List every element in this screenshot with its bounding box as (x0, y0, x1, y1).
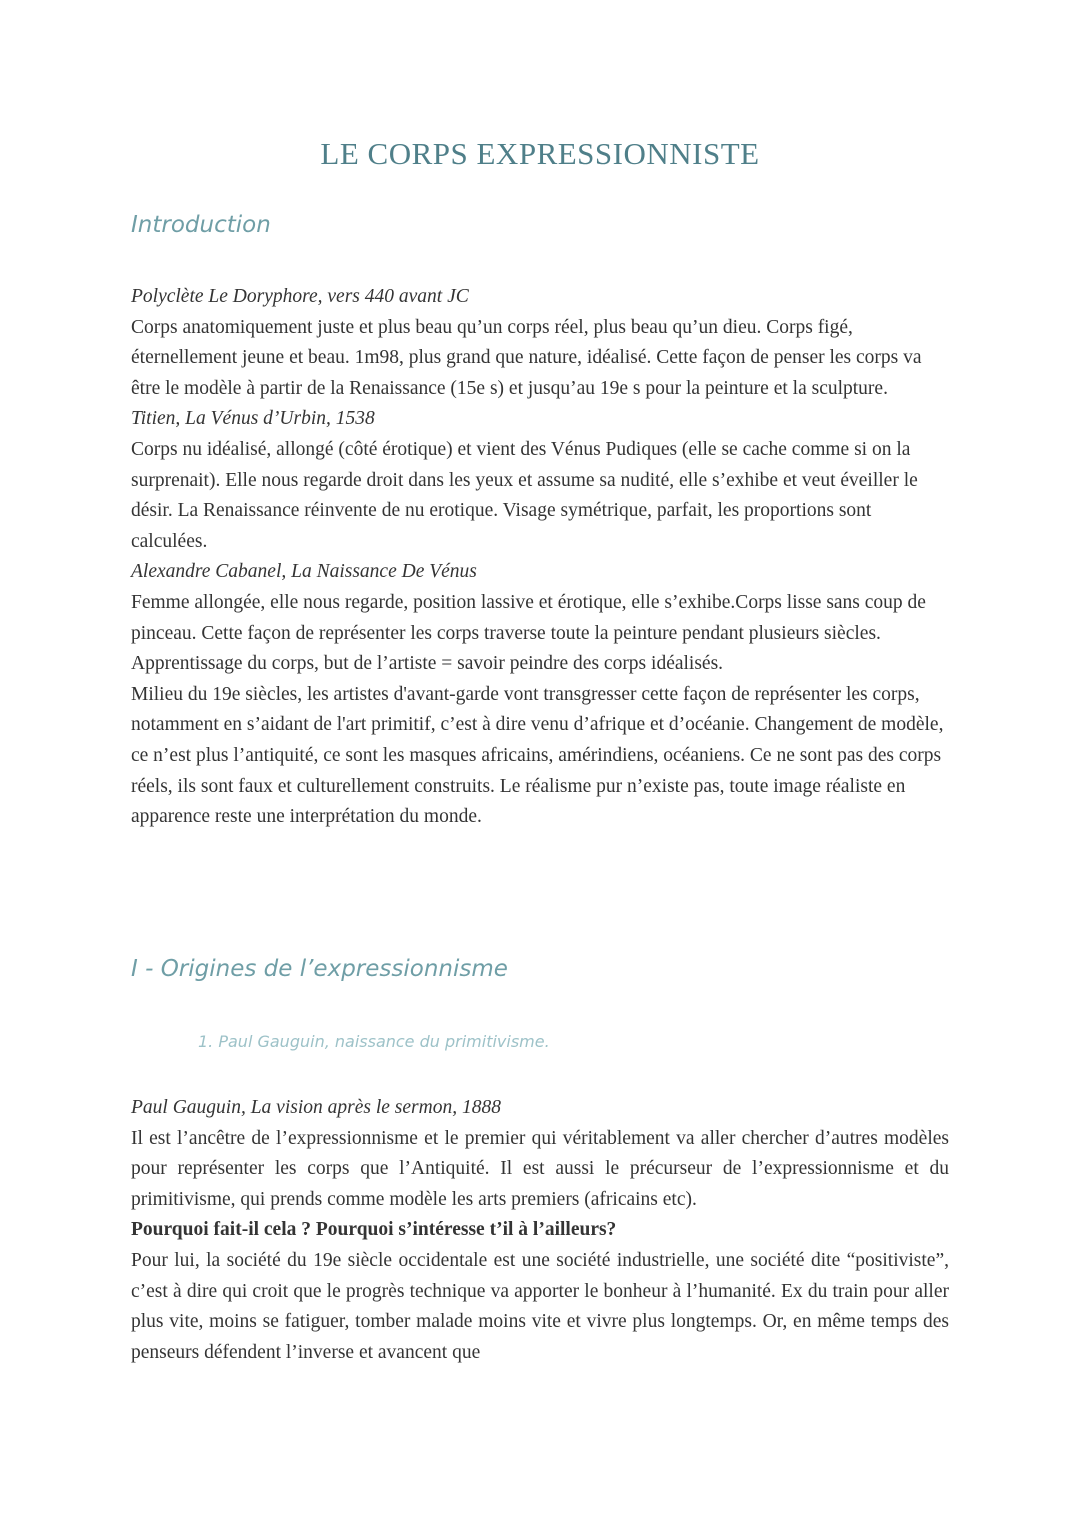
paragraph-societe-positiviste: Pour lui, la société du 19e siècle occidentale est une société industrielle, une société dite “positiviste”, c’est à dire qui croit que le progrès technique va apporter le bonheur à l’humanité. Ex du train pour aller plus vite, moins se fatiguer, tomber malade moins vite et vivre plus longtemps. Or, en même temps des penseurs défendent l’inverse et avancent que (131, 1249, 949, 1363)
work-title-venus-urbin: Titien, La Vénus d’Urbin, 1538 (131, 408, 375, 430)
section-1-body (131, 1093, 949, 1368)
introduction-heading: Introduction (131, 212, 271, 238)
paragraph-doryphore: Corps anatomiquement juste et plus beau qu’un corps réel, plus beau qu’un dieu. Corps figé, éternellement jeune et beau. 1m98, plus grand que nature, idéalisé. Cette façon de penser les corps va être le modèle à partir de la Renaissance (15e s) et jusqu’au 19e s pour la peinture et la sculpture. (131, 316, 922, 399)
page-title: LE CORPS EXPRESSIONNISTE (320, 136, 760, 171)
subsection-1-heading: 1. Paul Gauguin, naissance du primitivisme. (198, 1032, 550, 1051)
paragraph-gauguin-ancetre: Il est l’ancêtre de l’expressionnisme et le premier qui véritablement va aller chercher d’autres modèles pour représenter les corps que l’Antiquité. Il est aussi le précurseur de l’expressionnisme et du primitivisme, qui prends comme modèle les arts premiers (africains etc). (131, 1127, 949, 1210)
paragraph-avant-garde: Milieu du 19e siècles, les artistes d'avant-garde vont transgresser cette façon de représenter les corps, notamment en s’aidant de l'art primitif, c’est à dire venu d’afrique et d’océanie. Changement de modèle, ce n’est plus l’antiquité, ce sont les masques africains, amérindiens, océaniens. Ce ne sont pas des corps réels, ils sont faux et culturellement construits. Le réalisme pur n’existe pas, toute image réaliste en apparence reste une interprétation du monde. (131, 683, 944, 828)
introduction-body (131, 282, 949, 833)
question-pourquoi: Pourquoi fait-il cela ? Pourquoi s’intéresse t’il à l’ailleurs? (131, 1219, 617, 1241)
work-title-naissance-venus: Alexandre Cabanel, La Naissance De Vénus (131, 561, 477, 583)
section-1-heading: I - Origines de l’expressionnisme (131, 956, 508, 982)
paragraph-venus-urbin: Corps nu idéalisé, allongé (côté érotique) et vient des Vénus Pudiques (elle se cache comme si on la surprenait). Elle nous regarde droit dans les yeux et assume sa nudité, elle s’exhibe et veut éveiller le désir. La Renaissance réinvente de nu erotique. Visage symétrique, parfait, les proportions sont calculées. (131, 438, 918, 552)
work-title-doryphore: Polyclète Le Doryphore, vers 440 avant JC (131, 286, 469, 307)
work-title-vision-sermon: Paul Gauguin, La vision après le sermon, 1888 (131, 1097, 501, 1118)
paragraph-naissance-venus: Femme allongée, elle nous regarde, position lassive et érotique, elle s’exhibe.Corps lisse sans coup de pinceau. Cette façon de représenter les corps traverse toute la peinture pendant plusieurs siècles. Apprentissage du corps, but de l’artiste = savoir peindre des corps idéalisés. (131, 591, 926, 675)
